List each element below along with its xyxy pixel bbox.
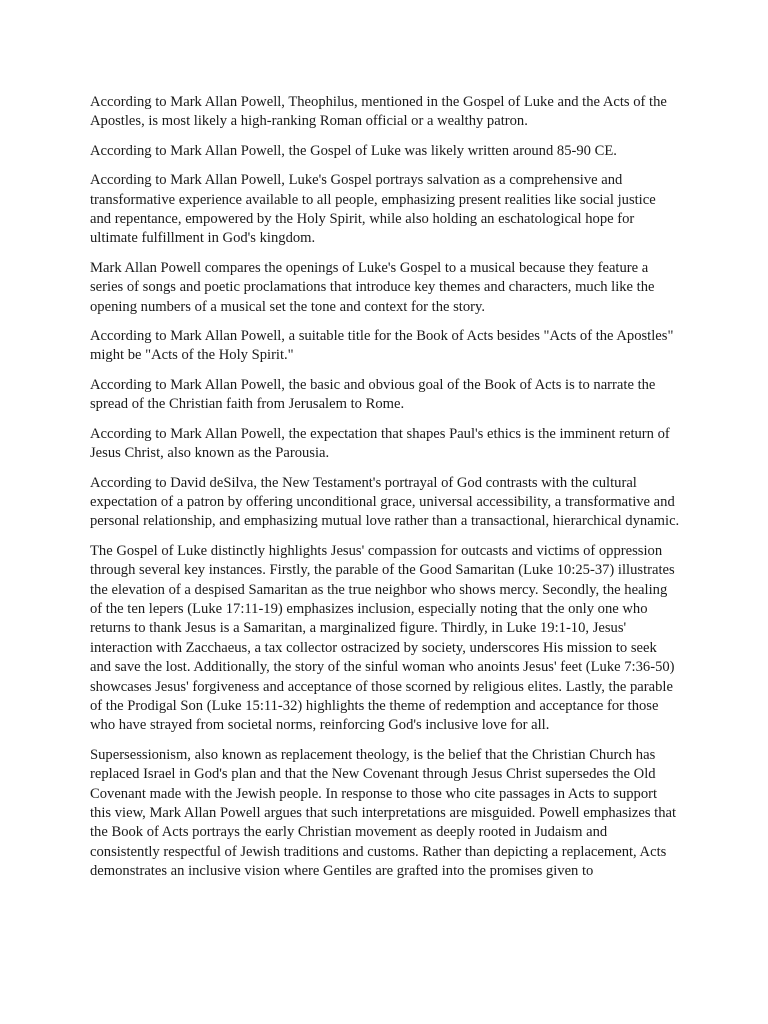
document-page — [90, 93, 680, 892]
paragraph-salvation: According to Mark Allan Powell, Luke's Gospel portrays salvation as a comprehensive and transformative experience available to all people, emphasizing present realities like social justice and repentance, empowered by the Holy Spirit, while also holding an eschatological hope for ultimate fulfillment in God's kingdom. — [90, 172, 656, 247]
paragraph-supersessionism: Supersessionism, also known as replacement theology, is the belief that the Christian Church has replaced Israel in God's plan and that the New Covenant through Jesus Christ supersedes the Old Covenant made with the Jewish people. In response to those who cite passages in Acts to support this view, Mark Allan Powell argues that such interpretations are misguided. Powell emphasizes that the Book of Acts portrays the early Christian movement as deeply rooted in Judaism and consistently respectful of Jewish traditions and customs. Rather than depicting a replacement, Acts demonstrates an inclusive vision where Gentiles are grafted into the promises given to — [90, 746, 677, 880]
paragraph-theophilus: According to Mark Allan Powell, Theophilus, mentioned in the Gospel of Luke and the Acts of the Apostles, is most likely a high-ranking Roman official or a wealthy patron. — [90, 94, 667, 130]
paragraph-luke-date: According to Mark Allan Powell, the Gospel of Luke was likely written around 85-90 CE. — [90, 142, 617, 159]
paragraph-paul-ethics: According to Mark Allan Powell, the expectation that shapes Paul's ethics is the imminent return of Jesus Christ, also known as the Parousia. — [90, 425, 670, 462]
paragraph-desilva: According to David deSilva, the New Testament's portrayal of God contrasts with the cultural expectation of a patron by offering unconditional grace, universal accessibility, a transformative and personal relationship, and emphasizing mutual love rather than a transactional, hierarchical dynamic. — [90, 474, 680, 530]
paragraph-acts-title: According to Mark Allan Powell, a suitable title for the Book of Acts besides "Acts of the Apostles" might be "Acts of the Holy Spirit." — [90, 328, 674, 364]
paragraph-outcasts: The Gospel of Luke distinctly highlights Jesus' compassion for outcasts and victims of oppression through several key instances. Firstly, the parable of the Good Samaritan (Luke 10:25-37) illustrates the elevation of a despised Samaritan as the true neighbor who shows mercy. Secondly, the healing of the ten lepers (Luke 17:11-19) emphasizes inclusion, especially noting that the only one who returns to thank Jesus is a Samaritan, a marginalized figure. Thirdly, in Luke 19:1-10, Jesus' interaction with Zacchaeus, a tax collector ostracized by society, underscores His mission to seek and save the lost. Additionally, the story of the sinful woman who anoints Jesus' feet (Luke 7:36-50) showcases Jesus' forgiveness and acceptance of those scorned by religious elites. Lastly, the parable of the Prodigal Son (Luke 15:11-32) highlights the theme of redemption and acceptance for those who have strayed from societal norms, reinforcing God's inclusive love for all. — [90, 542, 675, 734]
paragraph-musical: Mark Allan Powell compares the openings of Luke's Gospel to a musical because they feature a series of songs and poetic proclamations that introduce key themes and characters, much like the opening numbers of a musical set the tone and context for the story. — [90, 259, 655, 315]
paragraph-acts-goal: According to Mark Allan Powell, the basic and obvious goal of the Book of Acts is to narrate the spread of the Christian faith from Jerusalem to Rome. — [90, 376, 656, 413]
